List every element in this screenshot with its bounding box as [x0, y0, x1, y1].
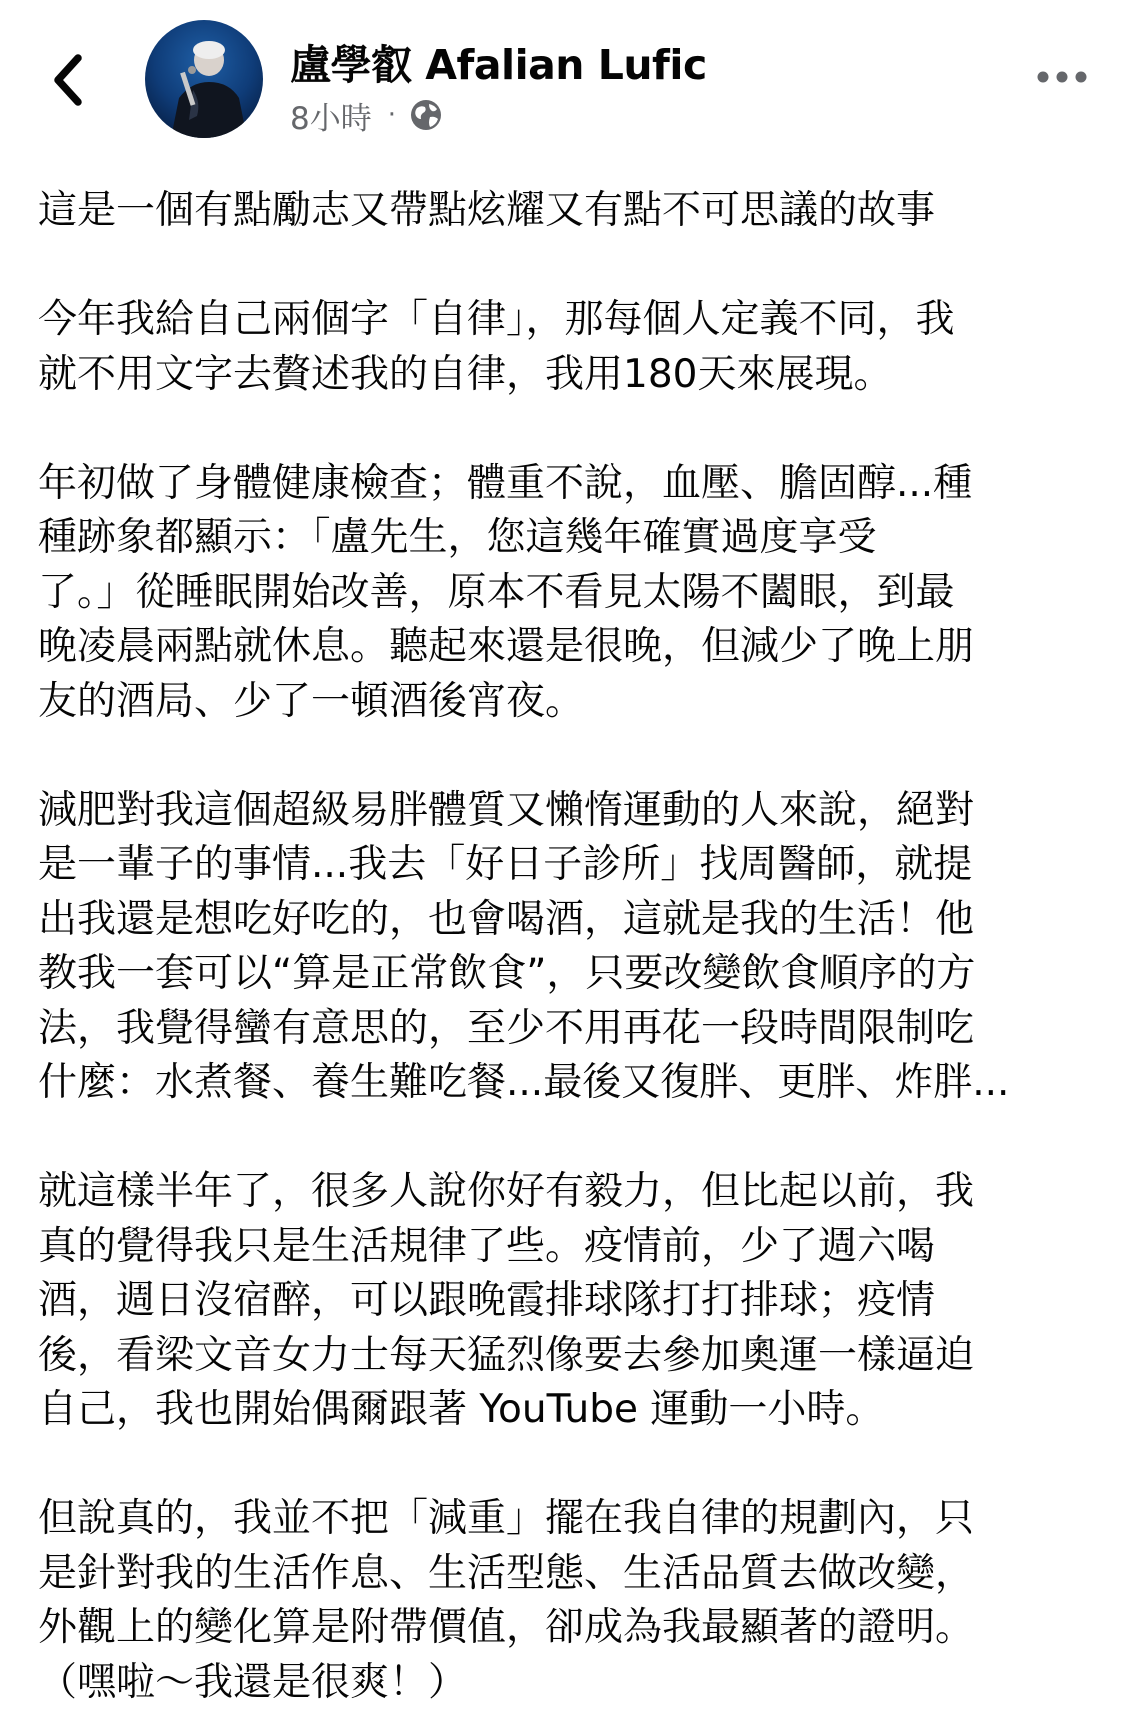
post-paragraph: 今年我給自己兩個字「自律」，那每個人定義不同，我 就不用文字去贅述我的自律，我用180天來展現。: [38, 297, 955, 397]
back-button[interactable]: [44, 50, 96, 110]
more-options-button[interactable]: [1034, 62, 1090, 92]
meta-separator: ·: [387, 100, 396, 130]
more-horizontal-icon: [1034, 62, 1090, 92]
post-paragraph: 就這樣半年了，很多人說你好有毅力，但比起以前，我 真的覺得我只是生活規律了些。疫情前，少了週六喝 酒，週日沒宿醉，可以跟晚霞排球隊打打排球；疫情 後，看梁文音女力士每天猛烈像要去參加奧運一樣逼迫 自己，我也開始偶爾跟著 YouTube 運動一小時。: [38, 1169, 975, 1432]
post-header: [0, 0, 1125, 160]
author-name[interactable]: 盧學叡 Afalian Lufic: [290, 41, 707, 89]
post-meta: [290, 94, 444, 136]
post-body: [38, 184, 1108, 1710]
post-paragraph: 減肥對我這個超級易胖體質又懶惰運動的人來說，絕對 是一輩子的事情...我去「好日子診所」找周醫師，就提 出我還是想吃好吃的，也會喝酒，這就是我的生活！他 教我一套可以“算是正常飲食”，只要改變飲食順序的方 法，我覺得蠻有意思的，至少不用再花一段時間限制吃 什麼：水煮餐、養生難吃餐...最後又復胖、更胖、炸胖...: [38, 787, 1010, 1105]
avatar-photo: [145, 20, 263, 138]
chevron-left-icon: [44, 50, 96, 110]
post-timestamp[interactable]: 8小時: [290, 100, 372, 137]
post-paragraph: 年初做了身體健康檢查；體重不說，血壓、膽固醇...種 種跡象都顯示：「盧先生，您這幾年確實過度享受 了。」從睡眠開始改善，原本不看見太陽不闔眼，到最 晚凌晨兩點就休息。聽起來還是很晚，但減少了晚上朋 友的酒局、少了一頓酒後宵夜。: [38, 460, 975, 724]
post-paragraph: 這是一個有點勵志又帶點炫耀又有點不可思議的故事: [38, 188, 936, 233]
avatar[interactable]: [145, 20, 263, 138]
globe-icon: [408, 97, 444, 133]
post-paragraph: 但說真的，我並不把「減重」擺在我自律的規劃內，只 是針對我的生活作息、生活型態、生活品質去做改變， 外觀上的變化算是附帶價值，卻成為我最顯著的證明。 （嘿啦～我還是很爽！）: [38, 1496, 975, 1705]
